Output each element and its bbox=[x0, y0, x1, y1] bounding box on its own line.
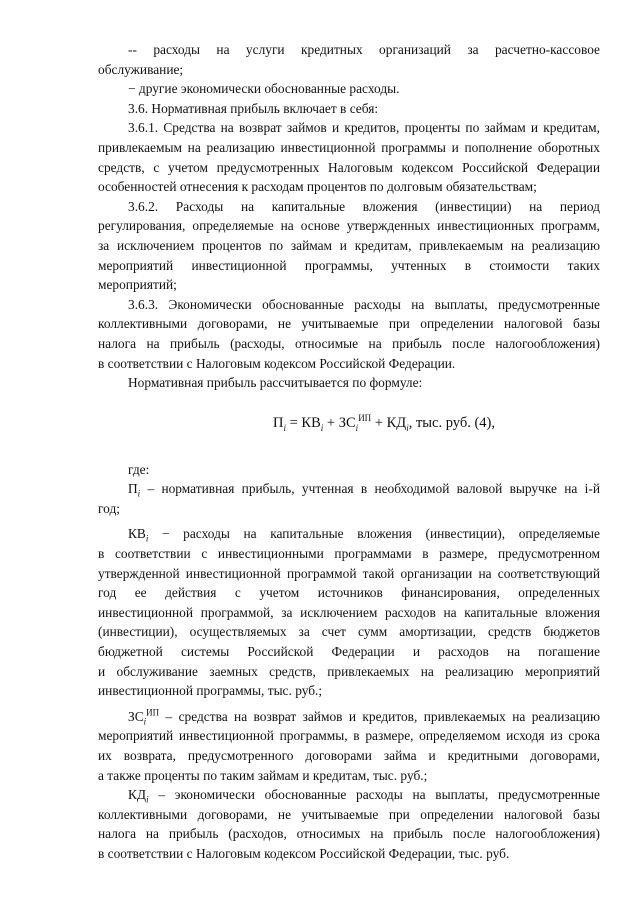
definition-line bbox=[98, 524, 600, 544]
text-line: и обслуживание заемных средств, привлекаемых на реализацию мероприятий bbox=[98, 663, 600, 679]
text-line: − другие экономически обоснованные расходы. bbox=[128, 81, 400, 97]
text-line: налога на прибыль (расходы, относимые на прибыль после налогообложения) bbox=[98, 335, 600, 351]
formula-subscript: i bbox=[355, 422, 359, 433]
text-line: инвестиционной программы, тыс. руб.; bbox=[98, 683, 323, 699]
text-line: 3.6.1. Средства на возврат займов и кредитов, проценты по займам и кредитам, bbox=[128, 120, 600, 136]
text-line: привлекаемым на реализацию инвестиционной программы и пополнение оборотных bbox=[98, 139, 600, 155]
definition-line bbox=[98, 707, 600, 727]
definition-line bbox=[98, 479, 600, 499]
formula-superscript: ИП bbox=[358, 412, 372, 423]
text-line: мероприятий инвестиционной программы, учтенных в стоимости таких bbox=[98, 257, 600, 273]
text-line: где: bbox=[128, 461, 150, 477]
formula-tail: , тыс. руб. (4), bbox=[408, 414, 495, 431]
def-subscript: i bbox=[137, 488, 141, 499]
text-line: год; bbox=[98, 500, 121, 516]
formula-term: = КВ bbox=[286, 414, 321, 431]
def-symbol: П bbox=[128, 481, 138, 497]
section-heading: 3.6. Нормативная прибыль включает в себя: bbox=[128, 100, 379, 116]
text-line: регулирования, определяемые на основе утвержденных инвестиционных программ, bbox=[98, 218, 600, 234]
def-subscript: i bbox=[145, 534, 149, 545]
formula-symbol: П bbox=[273, 414, 284, 431]
text-line: их возврата, предусмотренного договорами займа и кредитными договорами, bbox=[98, 748, 600, 763]
def-symbol: ЗС bbox=[128, 708, 144, 724]
text-line: 3.6.3. Экономически обоснованные расходы на выплаты, предусмотренные bbox=[128, 296, 600, 312]
def-text: − расходы на капитальные вложения (инвестиции), определяемые bbox=[148, 526, 600, 542]
def-symbol: КВ bbox=[128, 526, 146, 542]
formula-subscript: i bbox=[406, 422, 409, 433]
def-text: – нормативная прибыль, учтенная в необходимой валовой выручке на i-й bbox=[140, 481, 600, 497]
text-line: коллективными договорами, не учитываемые при определении налоговой базы bbox=[98, 806, 600, 822]
text-line: за исключением процентов по займам и кредитам, привлекаемым на реализацию bbox=[98, 237, 600, 253]
text-line: инвестиционной программой, за исключением расходов на капитальные вложения bbox=[98, 604, 600, 620]
def-text: – экономически обоснованные расходы на выплаты, предусмотренные bbox=[148, 787, 600, 803]
def-text: – средства на возврат займов и кредитов, привлекаемых на реализацию bbox=[159, 708, 600, 724]
text-line: мероприятий инвестиционной программы, в размере, определяемом исходя из срока bbox=[98, 728, 600, 744]
text-line: обслуживание; bbox=[98, 61, 184, 77]
text-line: -- расходы на услуги кредитных организаций за расчетно-кассовое bbox=[128, 42, 600, 57]
text-line: в соответствии с Налоговым кодексом Российской Федерации. bbox=[98, 355, 456, 371]
formula-subscript: i bbox=[283, 422, 286, 433]
text-line: утвержденной инвестиционной программой такой организации на соответствующий bbox=[98, 565, 600, 581]
formula-subscript: i bbox=[320, 422, 324, 433]
text-line: (инвестиции), осуществляемых за счет сумм амортизации, средств бюджетов bbox=[98, 624, 600, 640]
formula-term: + ЗС bbox=[323, 414, 356, 431]
text-line: а также проценты по таким займам и кредитам, тыс. руб.; bbox=[98, 767, 428, 783]
def-symbol: КД bbox=[128, 787, 147, 803]
text-line: Нормативная прибыль рассчитывается по формуле: bbox=[128, 375, 423, 391]
formula bbox=[168, 412, 600, 433]
text-line: год ее действия с учетом источников финансирования, определенных bbox=[98, 585, 600, 601]
text-line: в соответствии с инвестиционными программами в размере, предусмотренном bbox=[98, 546, 600, 562]
formula-term: + КД bbox=[371, 414, 407, 431]
definition-line bbox=[98, 785, 600, 805]
text-line: 3.6.2. Расходы на капитальные вложения (инвестиции) на период bbox=[128, 198, 600, 214]
document-page bbox=[98, 40, 600, 864]
text-line: коллективными договорами, не учитываемые при определении налоговой базы bbox=[98, 316, 600, 332]
text-line: налога на прибыль (расходов, относимых на прибыль после налогообложения) bbox=[98, 826, 600, 842]
def-subscript: i bbox=[146, 794, 149, 805]
def-subscript: i bbox=[143, 716, 147, 727]
text-line: средств, с учетом предусмотренных Налоговым кодексом Российской Федерации bbox=[98, 159, 600, 175]
text-line: мероприятий; bbox=[98, 277, 177, 293]
def-superscript: ИП bbox=[146, 707, 160, 718]
text-line: особенностей отнесения к расходам процентов по долговым обязательствам; bbox=[98, 179, 537, 195]
text-line: в соответствии с Налоговым кодексом Российской Федерации, тыс. руб. bbox=[98, 845, 510, 861]
text-line: бюджетной системы Российской Федерации и расходов на погашение bbox=[98, 644, 600, 660]
